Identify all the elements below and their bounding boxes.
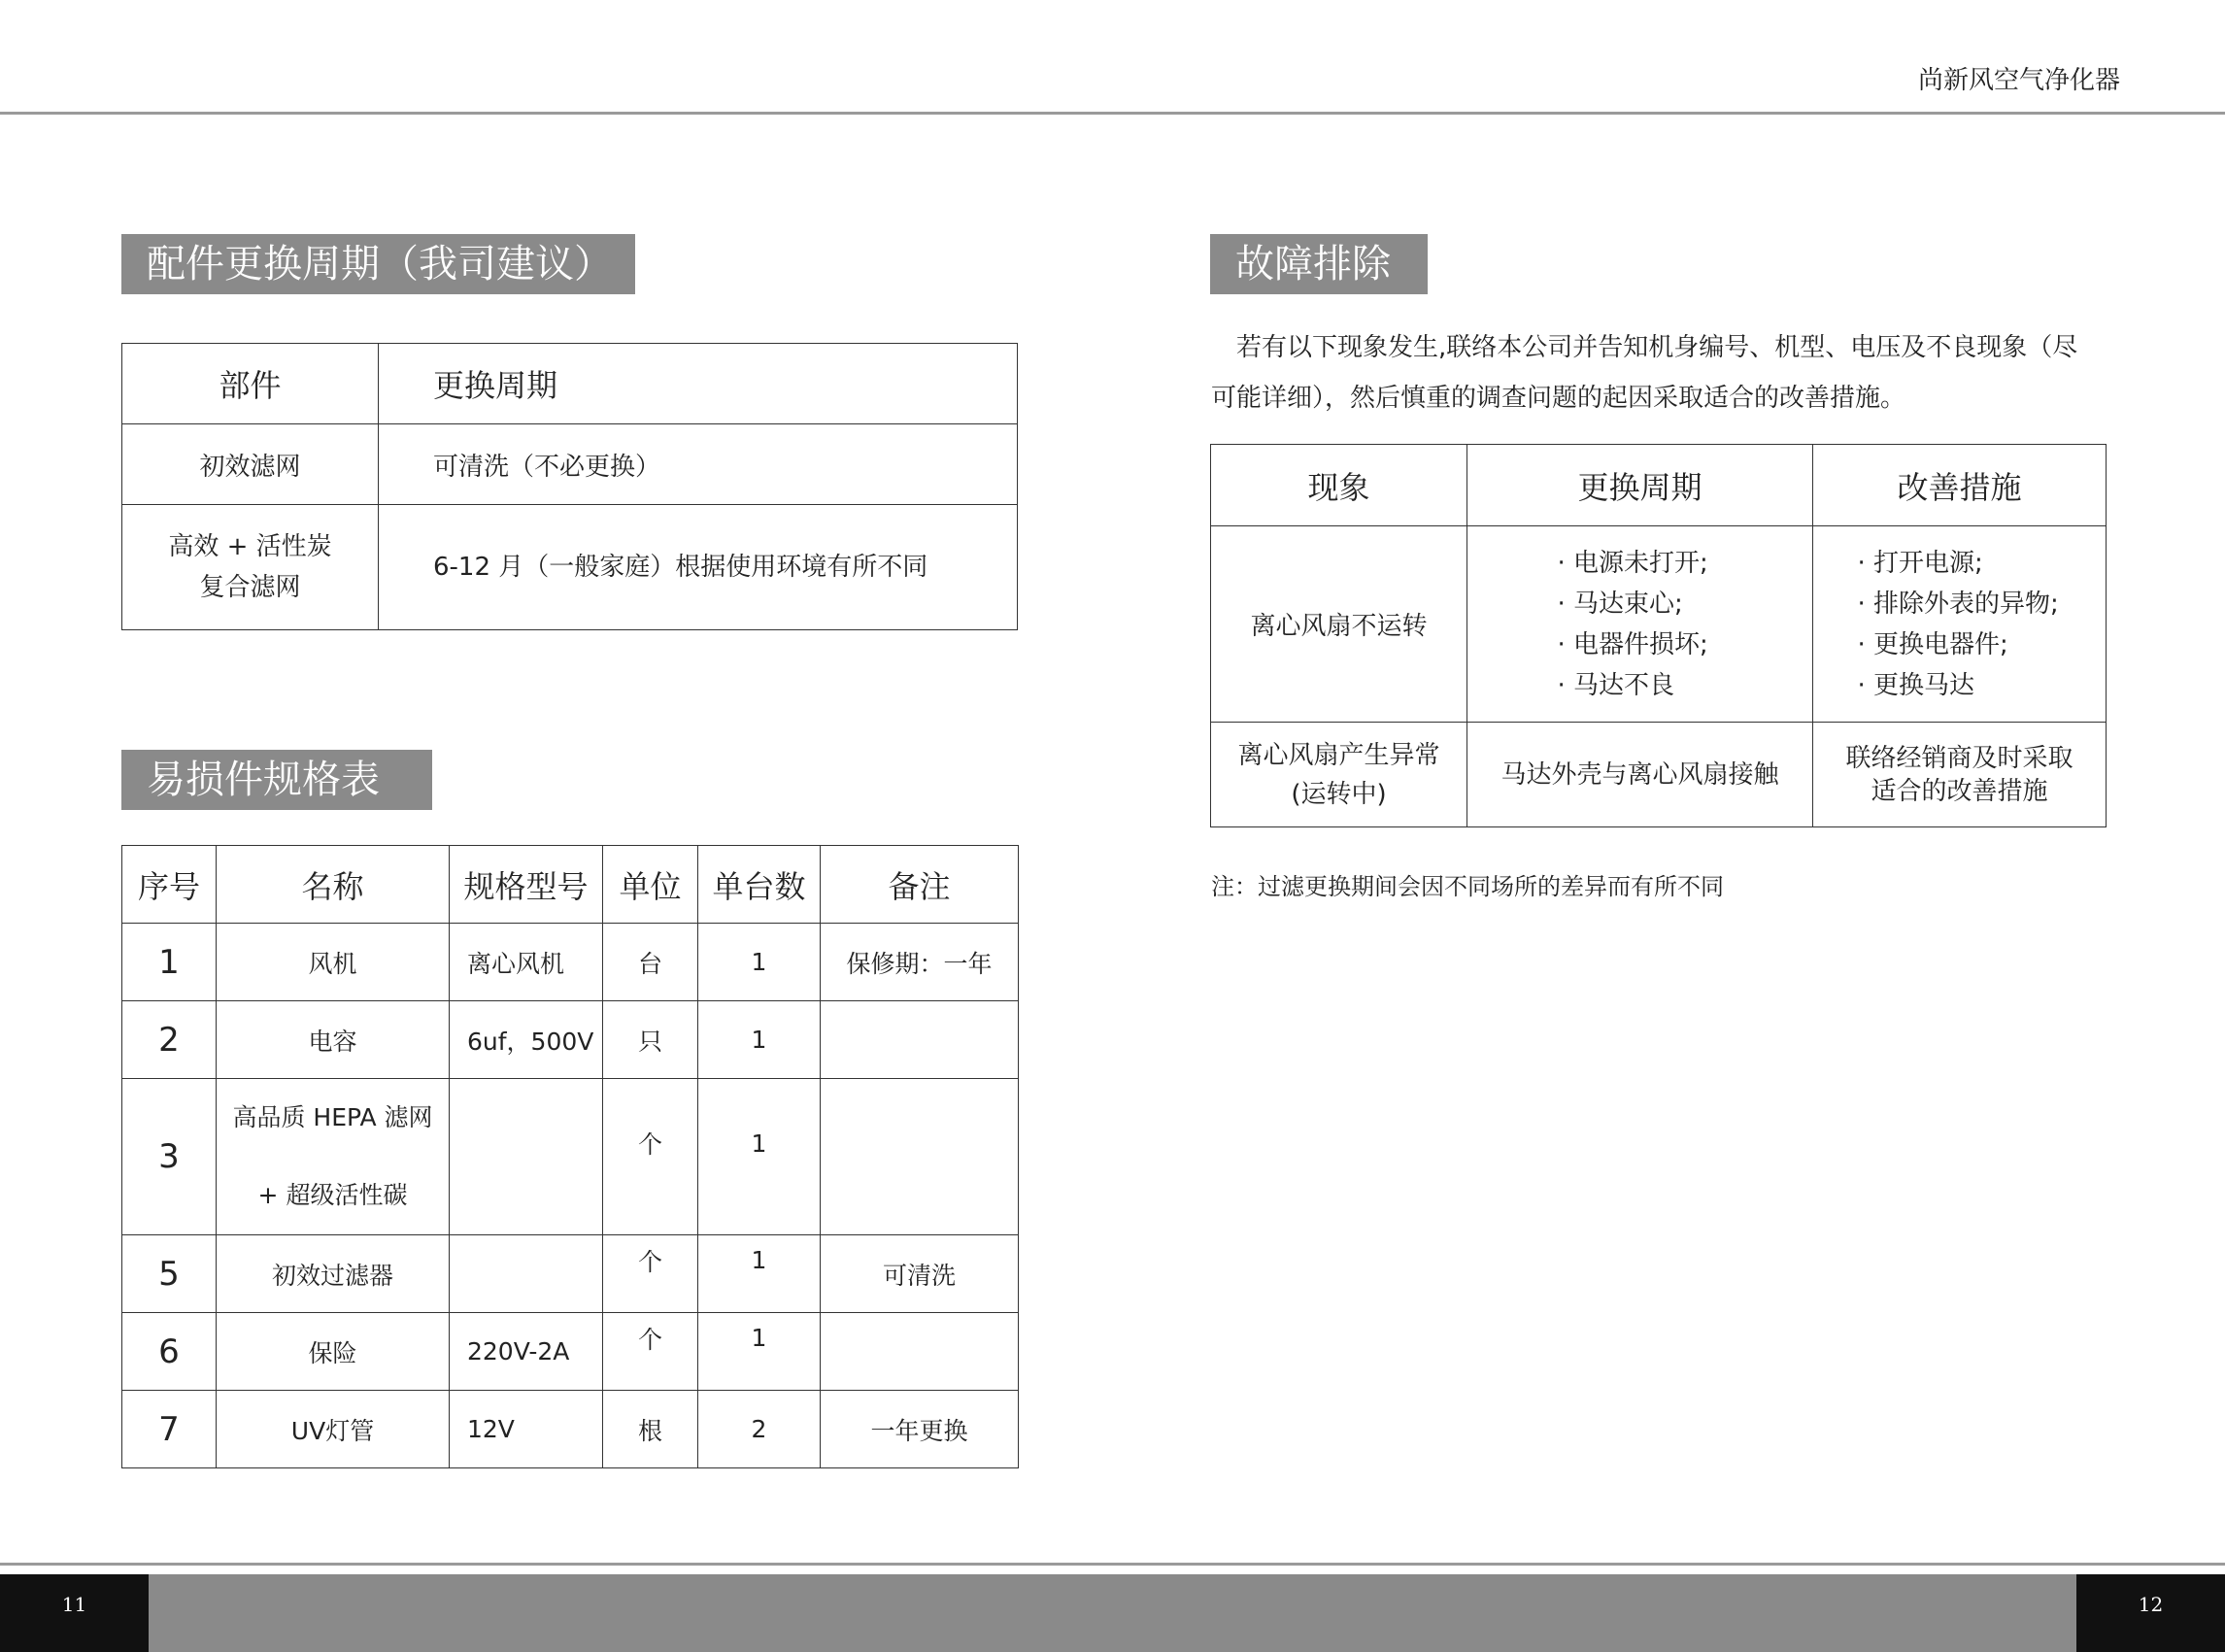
name-cell: 风机 <box>217 924 450 1001</box>
footer-divider <box>0 1563 2225 1566</box>
header-phenomenon: 现象 <box>1211 445 1467 526</box>
unit-value: 个 <box>637 1325 662 1354</box>
phenomenon-line: (运转中) <box>1291 779 1387 809</box>
table-header-row <box>122 344 1018 424</box>
name-cell: UV灯管 <box>217 1391 450 1468</box>
intro-line: 可能详细），然后慎重的调查问题的起因采取适合的改善措施。 <box>1211 384 1906 413</box>
remark-cell: 可清洗 <box>821 1235 1019 1313</box>
measure-cell <box>1813 723 2107 827</box>
causes-list <box>1558 543 1723 706</box>
header-divider <box>0 112 2225 115</box>
qty-cell <box>698 1313 821 1391</box>
phenomenon-line: 离心风扇产生异常 <box>1237 740 1440 770</box>
cycle-cell: 6-12 月（一般家庭）根据使用环境有所不同 <box>379 505 1018 630</box>
seq-cell: 6 <box>122 1313 217 1391</box>
list-item: · 马达束心; <box>1558 584 1723 624</box>
model-cell: 12V <box>450 1391 603 1468</box>
table-row <box>1211 526 2107 723</box>
spare-parts-table <box>121 845 1019 1468</box>
seq-cell: 2 <box>122 1001 217 1079</box>
measures-cell <box>1813 526 2107 723</box>
table-row <box>122 1001 1019 1079</box>
header-seq: 序号 <box>122 846 217 924</box>
table-row <box>122 1235 1019 1313</box>
section-title-troubleshooting: 故障排除 <box>1210 234 1428 294</box>
header-measure: 改善措施 <box>1813 445 2107 526</box>
table-row <box>122 505 1018 630</box>
intro-line-text: 若有以下现象发生,联络本公司并告知机身编号、机型、电压及不良现象（尽 <box>1236 333 2078 362</box>
table-row <box>122 1079 1019 1235</box>
list-item: · 更换马达 <box>1858 665 2062 706</box>
seq-cell: 3 <box>122 1079 217 1235</box>
phenomenon-cell <box>1211 723 1467 827</box>
name-cell <box>217 1079 450 1235</box>
phenomenon-cell: 离心风扇不运转 <box>1211 526 1467 723</box>
list-item: · 马达不良 <box>1558 665 1723 706</box>
remark-cell: 保修期：一年 <box>821 924 1019 1001</box>
header-unit: 单位 <box>603 846 698 924</box>
unit-cell: 根 <box>603 1391 698 1468</box>
header-model: 规格型号 <box>450 846 603 924</box>
model-cell <box>450 1235 603 1313</box>
name-cell: 初效过滤器 <box>217 1235 450 1313</box>
footer-band <box>0 1574 2225 1652</box>
remark-cell: 一年更换 <box>821 1391 1019 1468</box>
header-part: 部件 <box>122 344 379 424</box>
model-cell: 离心风机 <box>450 924 603 1001</box>
table-header-row <box>122 846 1019 924</box>
table-row <box>122 924 1019 1001</box>
cause-cell: 马达外壳与离心风扇接触 <box>1467 723 1813 827</box>
seq-cell: 1 <box>122 924 217 1001</box>
list-item: · 更换电器件; <box>1858 624 2062 665</box>
name-cell: 保险 <box>217 1313 450 1391</box>
list-item: · 电源未打开; <box>1558 543 1723 584</box>
qty-cell: 1 <box>698 1001 821 1079</box>
model-cell <box>450 1079 603 1235</box>
table-row <box>122 1391 1019 1468</box>
section-title-spare-parts: 易损件规格表 <box>121 750 432 810</box>
measure-line: 适合的改善措施 <box>1871 776 2048 806</box>
remark-cell <box>821 1001 1019 1079</box>
measures-list <box>1858 543 2062 706</box>
qty-cell <box>698 1235 821 1313</box>
header-qty: 单台数 <box>698 846 821 924</box>
remark-cell <box>821 1313 1019 1391</box>
part-cell: 初效滤网 <box>122 424 379 505</box>
section-title-replacement-cycle: 配件更换周期（我司建议） <box>121 234 635 294</box>
unit-value: 个 <box>637 1130 662 1159</box>
model-cell: 220V-2A <box>450 1313 603 1391</box>
qty-value: 1 <box>751 1129 767 1158</box>
header-remark: 备注 <box>821 846 1019 924</box>
cycle-cell: 可清洗（不必更换） <box>379 424 1018 505</box>
unit-cell <box>603 1235 698 1313</box>
page-number-left: 11 <box>0 1574 149 1652</box>
list-item: · 排除外表的异物; <box>1858 584 2062 624</box>
model-cell: 6uf，500V <box>450 1001 603 1079</box>
troubleshooting-note: 注：过滤更换期间会因不同场所的差异而有所不同 <box>1211 873 1724 900</box>
header-cycle: 更换周期 <box>379 344 1018 424</box>
qty-cell: 1 <box>698 924 821 1001</box>
header-name: 名称 <box>217 846 450 924</box>
table-row <box>1211 723 2107 827</box>
header-cycle: 更换周期 <box>1467 445 1813 526</box>
table-header-row <box>1211 445 2107 526</box>
table-row <box>122 424 1018 505</box>
part-line: 高效 + 活性炭 <box>168 532 332 561</box>
qty-value: 1 <box>751 1324 767 1352</box>
list-item: · 电器件损坏; <box>1558 624 1723 665</box>
troubleshooting-table <box>1210 444 2107 827</box>
measure-line: 联络经销商及时采取 <box>1845 743 2073 773</box>
list-item: · 打开电源; <box>1858 543 2062 584</box>
qty-value: 1 <box>751 1246 767 1274</box>
intro-line <box>1211 322 2124 373</box>
causes-cell <box>1467 526 1813 723</box>
page-number-right: 12 <box>2076 1574 2225 1652</box>
part-line: 复合滤网 <box>199 573 301 602</box>
unit-cell <box>603 1313 698 1391</box>
qty-cell <box>698 1079 821 1235</box>
name-line: 高品质 HEPA 滤网 <box>232 1103 433 1131</box>
table-row <box>122 1313 1019 1391</box>
remark-cell <box>821 1079 1019 1235</box>
seq-cell: 7 <box>122 1391 217 1468</box>
name-line: + 超级活性碳 <box>257 1181 408 1209</box>
qty-cell: 2 <box>698 1391 821 1468</box>
replacement-cycle-table <box>121 343 1018 630</box>
unit-cell: 台 <box>603 924 698 1001</box>
unit-cell <box>603 1079 698 1235</box>
name-cell: 电容 <box>217 1001 450 1079</box>
troubleshooting-intro <box>1211 322 2124 423</box>
header-title: 尚新风空气净化器 <box>1917 66 2120 95</box>
unit-value: 个 <box>637 1247 662 1276</box>
unit-cell: 只 <box>603 1001 698 1079</box>
seq-cell: 5 <box>122 1235 217 1313</box>
part-cell <box>122 505 379 630</box>
